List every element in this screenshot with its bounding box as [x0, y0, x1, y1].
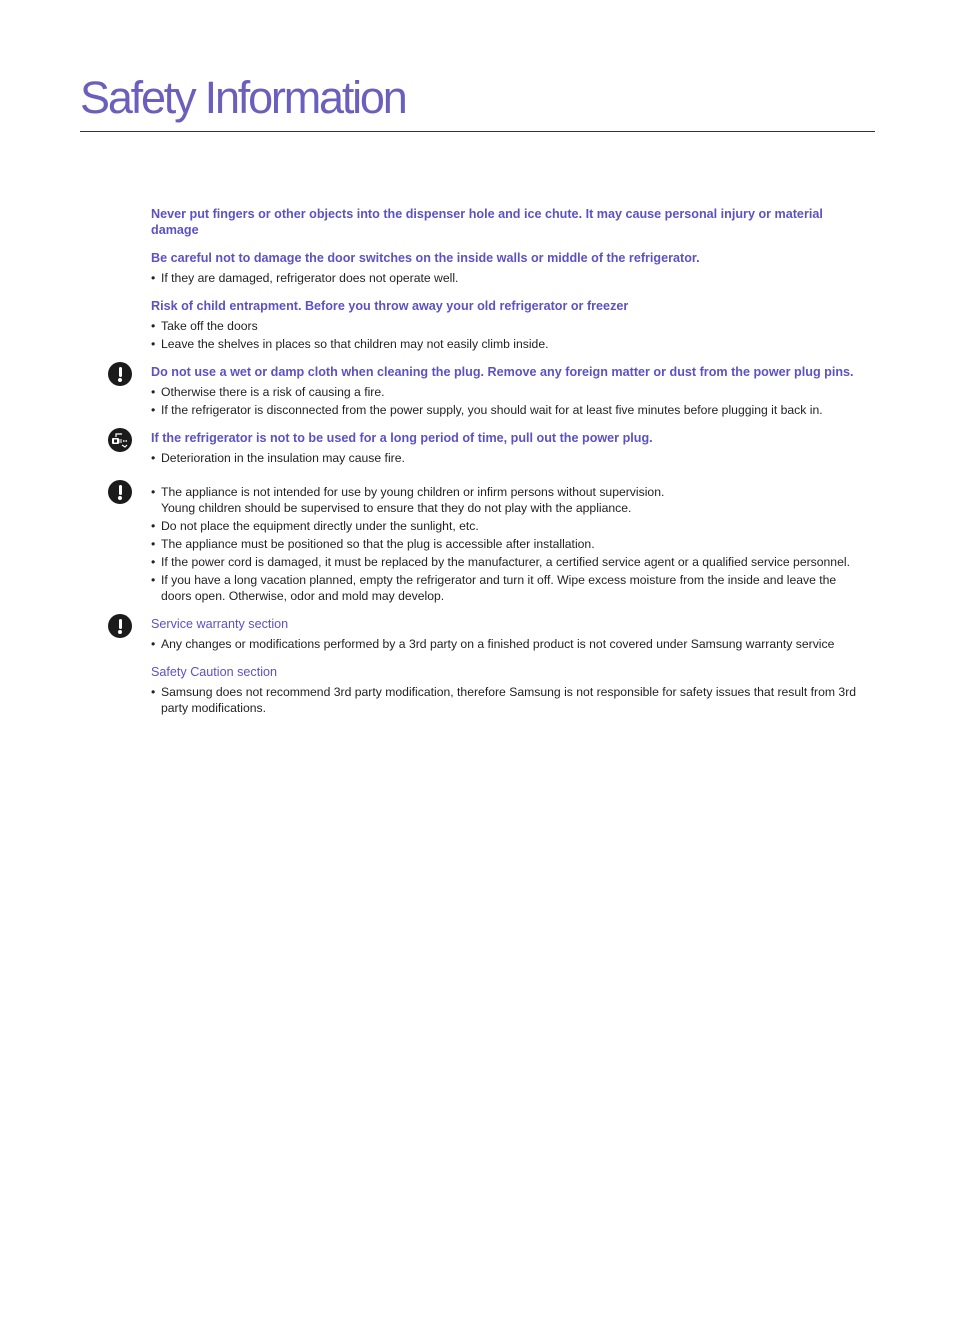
- bullet-list: [151, 636, 869, 652]
- block-heading: Safety Caution section: [151, 665, 278, 679]
- block-door-switches: [151, 250, 869, 286]
- list-item: • Deterioration in the insulation may cause fire.: [151, 450, 869, 466]
- list-item: • If the power cord is damaged, it must be replaced by the manufacturer, a certified service agent or a qualified service personnel.: [151, 554, 869, 570]
- list-item: • If you have a long vacation planned, empty the refrigerator and turn it off. Wipe excess moisture from the inside and leave the doors open. Otherwise, odor and mold may develop.: [151, 572, 869, 604]
- block-service-warranty: [151, 616, 869, 652]
- list-item: • Otherwise there is a risk of causing a fire.: [151, 384, 869, 400]
- unplug-icon: [108, 428, 132, 452]
- bullet-list: [151, 384, 869, 418]
- block-heading: Do not use a wet or damp cloth when cleaning the plug. Remove any foreign matter or dust from the power plug pins.: [151, 365, 854, 379]
- block-long-unused: [151, 430, 869, 466]
- bullet-list: [151, 484, 869, 604]
- bullet-list: [151, 270, 869, 286]
- block-heading: If the refrigerator is not to be used for a long period of time, pull out the power plug.: [151, 431, 653, 445]
- list-item: • Samsung does not recommend 3rd party modification, therefore Samsung is not responsible for safety issues that result from 3rd party modifications.: [151, 684, 869, 716]
- list-item: • Take off the doors: [151, 318, 869, 334]
- block-heading: Risk of child entrapment. Before you throw away your old refrigerator or freezer: [151, 299, 629, 313]
- bullet-list: [151, 318, 869, 352]
- page-title: Safety Information: [80, 72, 406, 123]
- block-heading: Service warranty section: [151, 617, 289, 631]
- list-item-line: The appliance is not intended for use by young children or infirm persons without supervision.: [161, 485, 665, 499]
- block-dispenser: [151, 206, 869, 238]
- bullet-list: [151, 450, 869, 466]
- list-item: • Do not place the equipment directly under the sunlight, etc.: [151, 518, 869, 534]
- exclamation-icon: [108, 480, 132, 504]
- list-item: • If they are damaged, refrigerator does not operate well.: [151, 270, 869, 286]
- title-divider: [80, 131, 875, 132]
- list-item: • Leave the shelves in places so that children may not easily climb inside.: [151, 336, 869, 352]
- block-child-entrapment: [151, 298, 869, 352]
- bullet-list: [151, 684, 869, 716]
- block-heading: Be careful not to damage the door switches on the inside walls or middle of the refrigerator.: [151, 251, 700, 265]
- list-item: • The appliance must be positioned so that the plug is accessible after installation.: [151, 536, 869, 552]
- exclamation-icon: [108, 614, 132, 638]
- block-safety-caution: [151, 664, 869, 716]
- exclamation-icon: [108, 362, 132, 386]
- list-item-line: Young children should be supervised to ensure that they do not play with the appliance.: [161, 501, 632, 515]
- block-heading: Never put fingers or other objects into the dispenser hole and ice chute. It may cause personal injury or material damage: [151, 207, 823, 237]
- list-item: • If the refrigerator is disconnected from the power supply, you should wait for at least five minutes before plugging it back in.: [151, 402, 869, 418]
- block-plug-cleaning: [151, 364, 869, 418]
- block-general-cautions: [151, 478, 869, 604]
- list-item: • Any changes or modifications performed by a 3rd party on a finished product is not covered under Samsung warranty service: [151, 636, 869, 652]
- list-item: [151, 484, 869, 516]
- safety-content: [151, 206, 869, 728]
